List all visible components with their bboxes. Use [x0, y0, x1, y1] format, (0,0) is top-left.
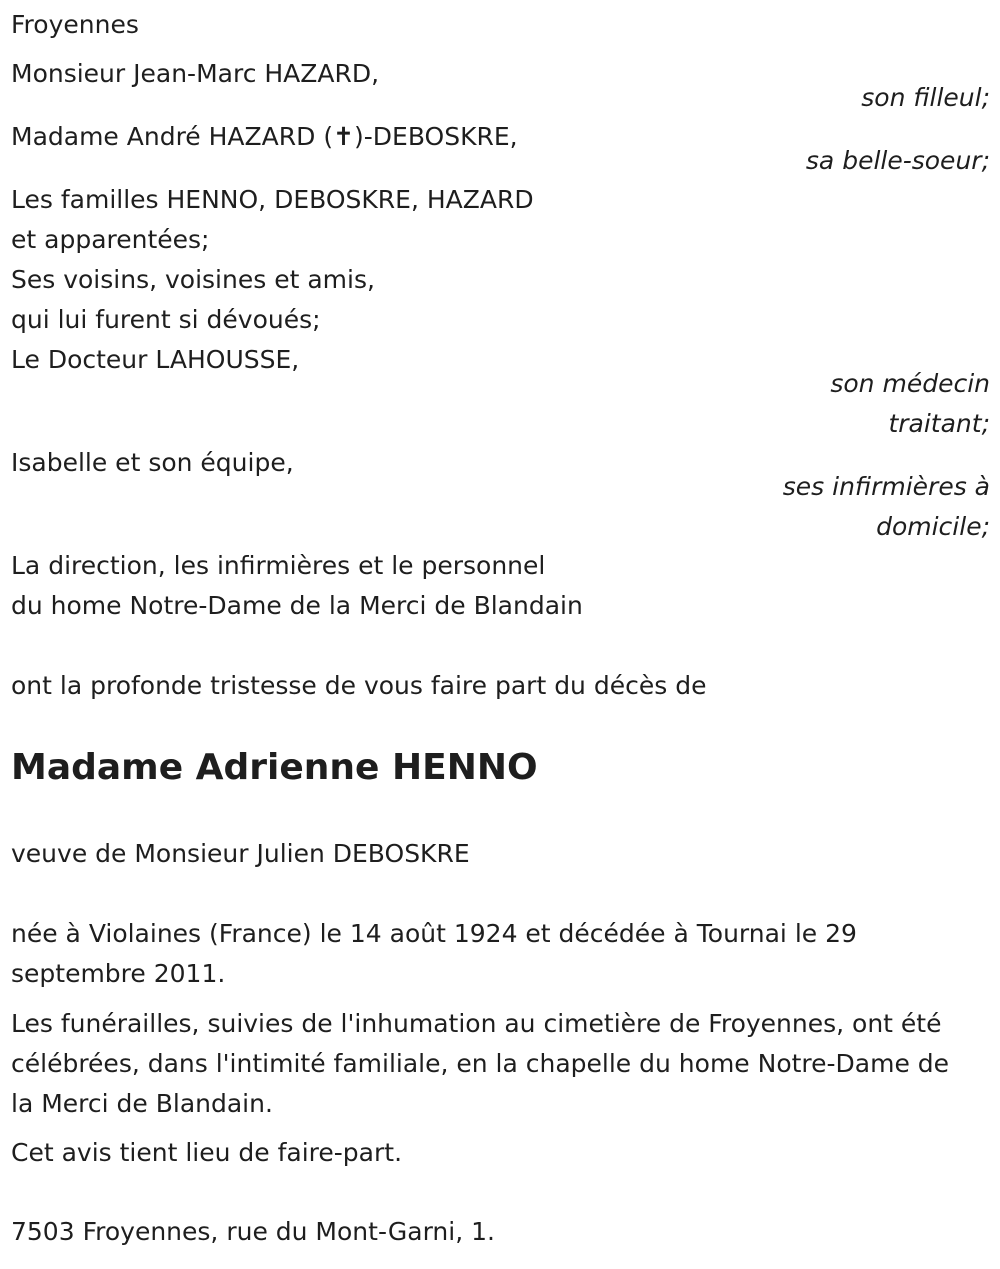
role-son-filleul: son filleul; [861, 83, 990, 112]
mourner-docteur-lahousse: Le Docteur LAHOUSSE, [11, 345, 300, 374]
role-infirmieres-line-1: ses infirmières à [782, 472, 990, 501]
funeral-text: Les funérailles, suivies de l'inhumation au cimetière de Froyennes, ont été célébrées, dans l'intimité familiale, en la chapelle du home Notre-Dame de la Merci de Blandain. [11, 1009, 950, 1118]
widow-of-text: veuve de Monsieur Julien DEBOSKRE [11, 839, 470, 868]
mourner-madame-andre-hazard: Madame André HAZARD (✝)-DEBOSKRE, [11, 122, 518, 151]
birth-death-text: née à Violaines (France) le 14 août 1924 et décédée à Tournai le 29 septembre 2011. [11, 919, 857, 988]
role-medecin-line-2: traitant; [888, 409, 990, 438]
address-text: 7503 Froyennes, rue du Mont-Garni, 1. [11, 1217, 495, 1246]
mourner-familles-line-1: Les familles HENNO, DEBOSKRE, HAZARD [11, 185, 534, 214]
role-infirmieres-line-2: domicile; [876, 512, 990, 541]
notice-text: Cet avis tient lieu de faire-part. [11, 1138, 403, 1167]
deceased-name: Madame Adrienne HENNO [11, 747, 538, 788]
mourner-direction-line-2: du home Notre-Dame de la Merci de Blandain [11, 591, 583, 620]
place-heading: Froyennes [11, 10, 139, 39]
role-belle-soeur: sa belle-soeur; [805, 146, 990, 175]
mourner-jean-marc-hazard: Monsieur Jean-Marc HAZARD, [11, 59, 380, 88]
mourner-direction-line-1: La direction, les infirmières et le personnel [11, 551, 546, 580]
mourner-isabelle: Isabelle et son équipe, [11, 448, 294, 477]
mourner-voisins-line-2: qui lui furent si dévoués; [11, 305, 321, 334]
announcement-text: ont la profonde tristesse de vous faire part du décès de [11, 671, 707, 700]
role-medecin-line-1: son médecin [830, 369, 990, 398]
mourner-voisins-line-1: Ses voisins, voisines et amis, [11, 265, 375, 294]
mourner-familles-line-2: et apparentées; [11, 225, 210, 254]
